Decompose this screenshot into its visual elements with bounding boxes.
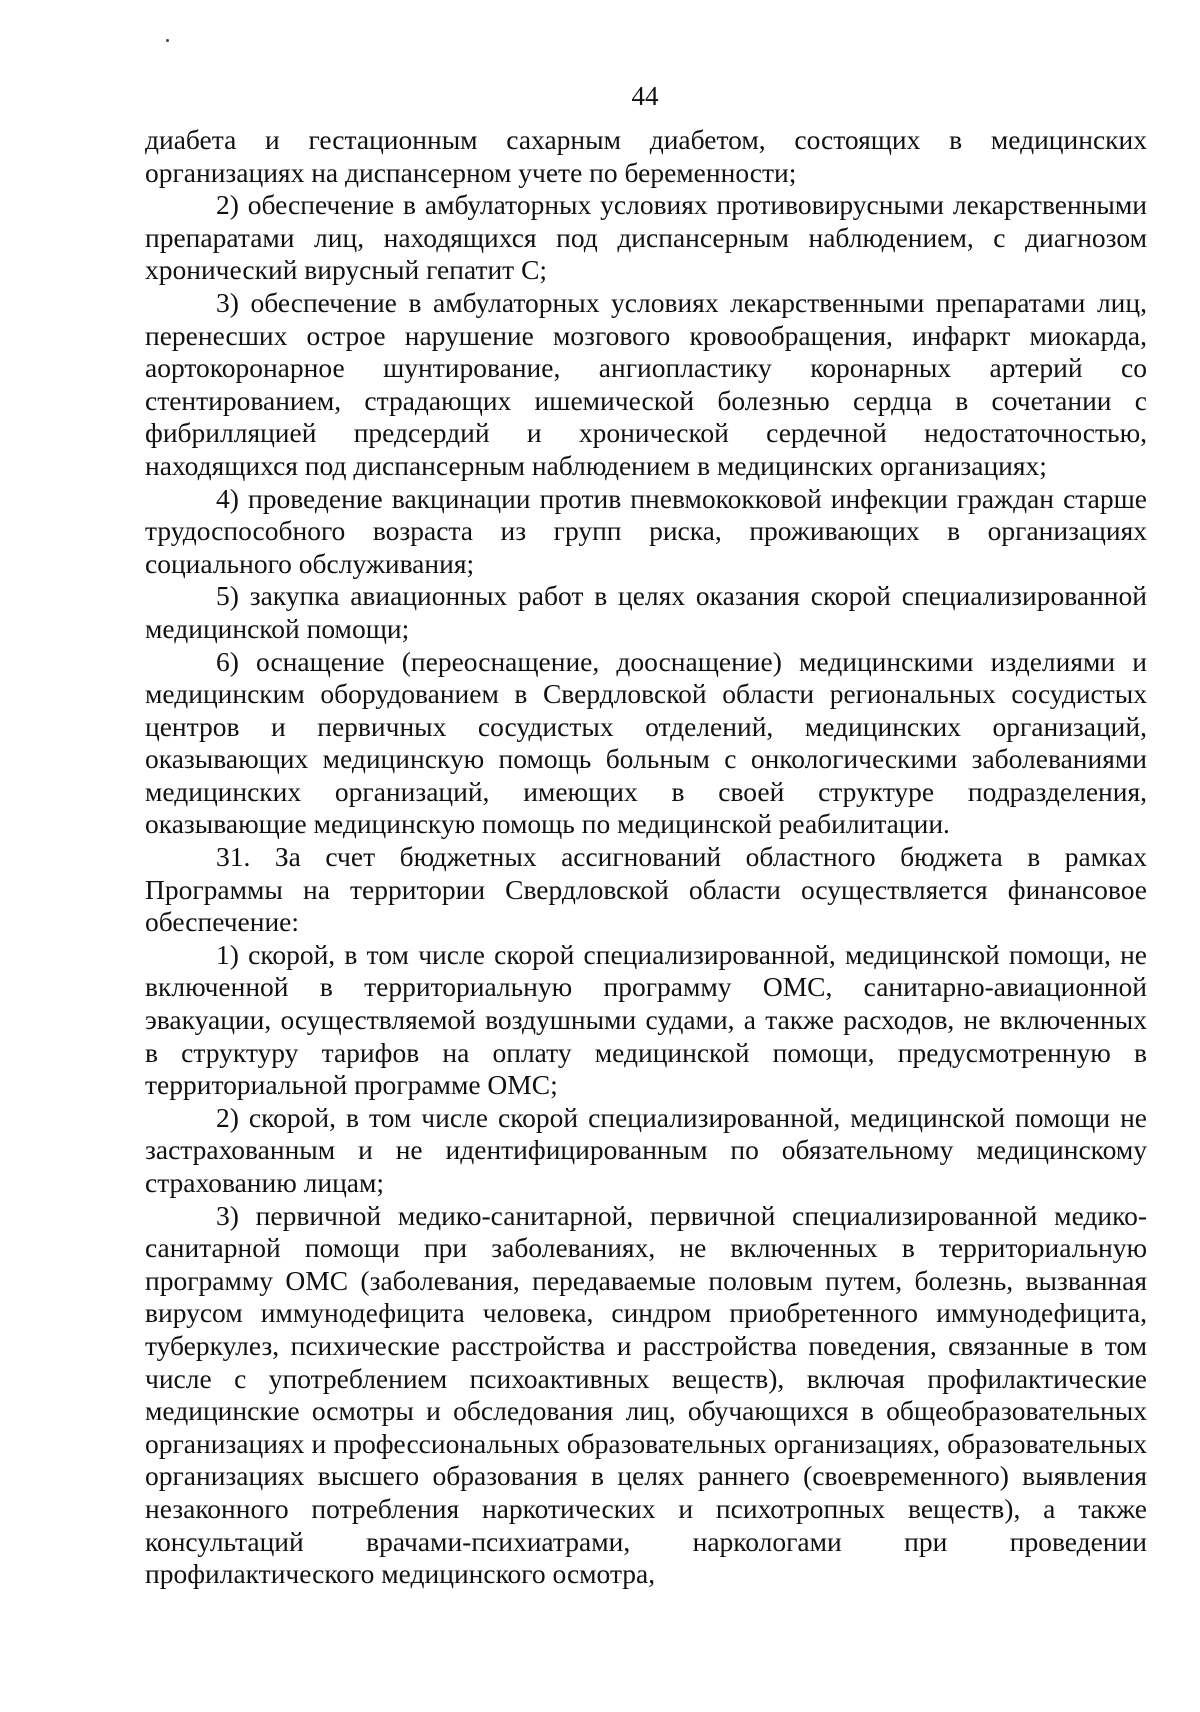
paragraph-31-item-1: 1) скорой, в том числе скорой специализированной, медицинской помощи, не включенной в территориальную программу ОМС, санитарно-авиационной эвакуации, осуществляемой воздушными судами, а также расходов, не включенных в структуру тарифов на оплату медицинской помощи, предусмотренную в территориальной программе ОМС; [145, 938, 1147, 1101]
scan-speck [166, 39, 169, 42]
paragraph-31-item-3: 3) первичной медико-санитарной, первичной специализированной медико-санитарной помощи при заболеваниях, не включенных в территориальную программу ОМС (заболевания, передаваемые половым путем, болезнь, вызванная вирусом иммунодефицита человека, синдром приобретенного иммунодефицита, туберкулез, психические расстройства и расстройства поведения, связанные в том числе с употреблением психоактивных веществ), включая профилактические медицинские осмотры и обследования лиц, обучающихся в общеобразовательных организациях и профессиональных образовательных организациях, образовательных организациях высшего образования в целях раннего (своевременного) выявления незаконного потребления наркотических и психотропных веществ), а также консультаций врачами-психиатрами, наркологами при проведении профилактического медицинского осмотра, [145, 1199, 1147, 1590]
paragraph-continuation: диабета и гестационным сахарным диабетом, состоящих в медицинских организациях на диспансерном учете по беременности; [145, 124, 1147, 188]
paragraph-31-item-2: 2) скорой, в том числе скорой специализированной, медицинской помощи не застрахованным и не идентифицированным по обязательному медицинскому страхованию лицам; [145, 1101, 1147, 1198]
document-body [145, 124, 1147, 1591]
page-number: 44 [631, 81, 659, 111]
paragraph-item-6: 6) оснащение (переоснащение, дооснащение) медицинскими изделиями и медицинским оборудованием в Свердловской области региональных сосудистых центров и первичных сосудистых отделений, медицинских организаций, оказывающих медицинскую помощь больным с онкологическими заболеваниями медицинских организаций, имеющих в своей структуре подразделения, оказывающие медицинскую помощь по медицинской реабилитации. [145, 645, 1147, 840]
paragraph-item-2: 2) обеспечение в амбулаторных условиях противовирусными лекарственными препаратами лиц, находящихся под диспансерным наблюдением, с диагнозом хронический вирусный гепатит С; [145, 189, 1147, 286]
paragraph-item-4: 4) проведение вакцинации против пневмококковой инфекции граждан старше трудоспособного возраста из групп риска, проживающих в организациях социального обслуживания; [145, 482, 1147, 579]
paragraph-section-31: 31. За счет бюджетных ассигнований областного бюджета в рамках Программы на территории Свердловской области осуществляется финансовое обеспечение: [145, 841, 1147, 938]
paragraph-item-5: 5) закупка авиационных работ в целях оказания скорой специализированной медицинской помощи; [145, 580, 1147, 644]
paragraph-item-3: 3) обеспечение в амбулаторных условиях лекарственными препаратами лиц, перенесших острое нарушение мозгового кровообращения, инфаркт миокарда, аортокоронарное шунтирование, ангиопластику коронарных артерий со стентированием, страдающих ишемической болезнью сердца в сочетании с фибрилляцией предсердий и хронической сердечной недостаточностью, находящихся под диспансерным наблюдением в медицинских организациях; [145, 286, 1147, 481]
